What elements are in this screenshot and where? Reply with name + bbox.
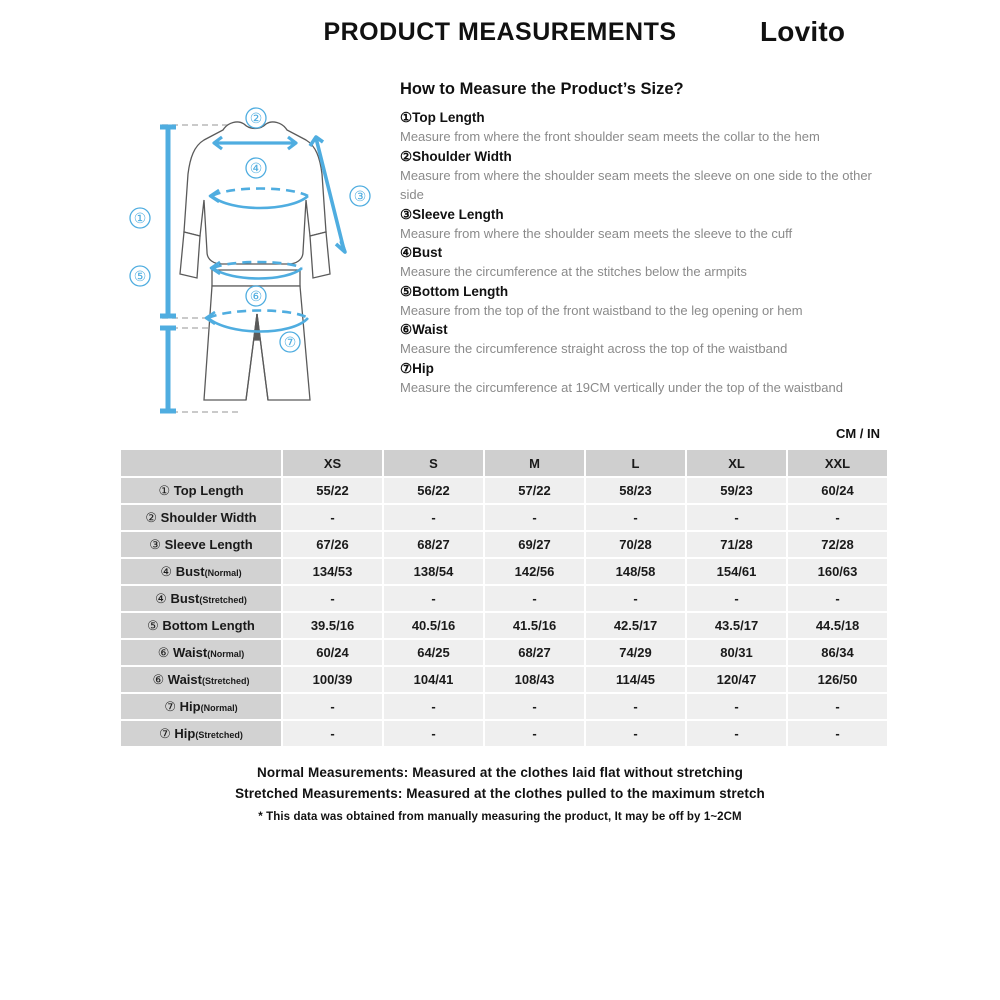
table-cell: 42.5/17: [586, 613, 685, 638]
table-cell: 60/24: [283, 640, 382, 665]
table-row: [121, 586, 887, 611]
table-cell: 56/22: [384, 478, 483, 503]
table-cell: 71/28: [687, 532, 786, 557]
table-cell: 55/22: [283, 478, 382, 503]
table-column-header: XL: [687, 450, 786, 476]
row-callout-number: ③: [149, 536, 165, 552]
row-label-suffix: (Stretched): [199, 594, 247, 605]
garment-measurement-diagram: [120, 100, 390, 430]
row-label: ⑦ Hip(Stretched): [121, 721, 281, 746]
instruction-name: ④Bust: [400, 245, 443, 260]
measurement-instruction: [400, 147, 880, 205]
table-cell: -: [586, 721, 685, 746]
callout-5: ⑤: [133, 268, 147, 284]
table-row: [121, 505, 887, 530]
table-column-header: XXL: [788, 450, 887, 476]
footnote-stretched: Stretched Measurements: Measured at the clothes pulled to the maximum stretch: [235, 786, 765, 801]
row-label-suffix: (Stretched): [195, 729, 243, 740]
footnote-disclaimer: * This data was obtained from manually measuring the product, It may be off by 1~2CM: [258, 811, 742, 823]
table-cell: 114/45: [586, 667, 685, 692]
table-cell: 154/61: [687, 559, 786, 584]
table-cell: 69/27: [485, 532, 584, 557]
table-cell: 68/27: [485, 640, 584, 665]
instruction-desc: Measure the circumference at the stitches below the armpits: [400, 264, 747, 279]
instruction-desc: Measure from where the shoulder seam meets the sleeve on one side to the other side: [400, 167, 872, 202]
measurement-instruction-list: [400, 108, 880, 397]
unit-label: CM / IN: [835, 426, 880, 441]
measurement-instruction: [400, 205, 880, 244]
table-cell: 72/28: [788, 532, 887, 557]
row-callout-number: ④: [160, 563, 176, 579]
table-cell: -: [283, 694, 382, 719]
instruction-name: ③Sleeve Length: [400, 206, 504, 222]
size-chart-table: [119, 448, 889, 748]
table-cell: -: [687, 721, 786, 746]
footnote-normal: Normal Measurements: Measured at the clothes laid flat without stretching: [257, 765, 743, 780]
callout-2: ②: [249, 110, 263, 126]
table-cell: -: [384, 586, 483, 611]
table-row: [121, 559, 887, 584]
callout-6: ⑥: [249, 288, 263, 304]
instruction-name: ①Top Length: [400, 110, 485, 125]
table-cell: -: [283, 721, 382, 746]
row-label-suffix: (Normal): [207, 648, 245, 659]
table-cell: -: [485, 721, 584, 746]
table-row: [121, 694, 887, 719]
callout-7: ⑦: [283, 334, 297, 350]
table-cell: 68/27: [384, 532, 483, 557]
table-cell: -: [485, 694, 584, 719]
table-row: [121, 667, 887, 692]
table-cell: 64/25: [384, 640, 483, 665]
table-cell: 142/56: [485, 559, 584, 584]
how-to-measure-title: How to Measure the Product’s Size?: [400, 80, 684, 98]
table-cell: 108/43: [485, 667, 584, 692]
row-callout-number: ⑥: [152, 671, 168, 687]
table-row: [121, 721, 887, 746]
table-body: [121, 478, 887, 746]
table-cell: 104/41: [384, 667, 483, 692]
table-header: [121, 450, 887, 476]
measurement-instruction: [400, 243, 880, 282]
table-cell: 40.5/16: [384, 613, 483, 638]
table-cell: -: [283, 586, 382, 611]
measurement-instruction: [400, 108, 880, 147]
instruction-name: ②Shoulder Width: [400, 148, 512, 164]
table-cell: 120/47: [687, 667, 786, 692]
table-cell: 41.5/16: [485, 613, 584, 638]
instruction-name: ⑦Hip: [400, 360, 434, 376]
instruction-desc: Measure the circumference straight across the top of the waistband: [400, 341, 788, 356]
callout-1: ①: [133, 210, 147, 226]
table-cell: 43.5/17: [687, 613, 786, 638]
row-callout-number: ④: [155, 590, 171, 606]
how-to-measure-section: [400, 80, 880, 397]
table-cell: 160/63: [788, 559, 887, 584]
table-cell: -: [687, 586, 786, 611]
row-label: ④ Bust(Normal): [121, 559, 281, 584]
table-cell: -: [485, 505, 584, 530]
row-label-suffix: (Normal): [200, 702, 238, 713]
table-cell: -: [384, 721, 483, 746]
table-cell: 86/34: [788, 640, 887, 665]
instruction-name: ⑥Waist: [400, 322, 448, 337]
row-callout-number: ⑤: [147, 617, 163, 633]
table-cell: 74/29: [586, 640, 685, 665]
table-cell: -: [485, 586, 584, 611]
brand-logo: Lovito: [760, 16, 846, 47]
table-cell: 126/50: [788, 667, 887, 692]
row-callout-number: ①: [158, 482, 174, 498]
table-row: [121, 613, 887, 638]
table-cell: -: [788, 721, 887, 746]
table-cell: -: [384, 694, 483, 719]
row-label: ② Shoulder Width: [121, 505, 281, 530]
row-label: ③ Sleeve Length: [121, 532, 281, 557]
table-cell: 138/54: [384, 559, 483, 584]
table-cell: 70/28: [586, 532, 685, 557]
table-cell: -: [384, 505, 483, 530]
table-cell: 67/26: [283, 532, 382, 557]
table-column-header: XS: [283, 450, 382, 476]
row-callout-number: ②: [145, 509, 161, 525]
table-cell: 100/39: [283, 667, 382, 692]
row-callout-number: ⑦: [164, 698, 180, 714]
table-cell: -: [586, 586, 685, 611]
table-cell: 58/23: [586, 478, 685, 503]
row-callout-number: ⑥: [157, 644, 174, 660]
table-cell: 44.5/18: [788, 613, 887, 638]
page-title: PRODUCT MEASUREMENTS: [323, 18, 677, 46]
table-cell: -: [788, 505, 887, 530]
table-cell: 80/31: [687, 640, 786, 665]
table-cell: 59/23: [687, 478, 786, 503]
row-label: ④ Bust(Stretched): [121, 586, 281, 611]
callout-4: ④: [249, 160, 263, 176]
table-cell: -: [788, 694, 887, 719]
table-cell: -: [586, 694, 685, 719]
measurement-instruction: [400, 320, 880, 359]
table-row: [121, 640, 887, 665]
callout-3: ③: [353, 188, 367, 204]
table-row: [121, 478, 887, 503]
row-label: ⑥ Waist(Stretched): [121, 667, 281, 692]
table-column-header: S: [384, 450, 483, 476]
row-callout-number: ⑦: [159, 725, 175, 741]
instruction-desc: Measure the circumference at 19CM vertically under the top of the waistband: [400, 379, 843, 395]
instruction-name: ⑤Bottom Length: [400, 283, 509, 299]
row-label: ⑦ Hip(Normal): [121, 694, 281, 719]
table-cell: 134/53: [283, 559, 382, 584]
table-column-header: L: [586, 450, 685, 476]
table-cell: 39.5/16: [283, 613, 382, 638]
page-header: [0, 18, 1000, 62]
instruction-desc: Measure from where the shoulder seam meets the sleeve to the cuff: [400, 225, 793, 241]
table-column-header: M: [485, 450, 584, 476]
table-cell: -: [687, 505, 786, 530]
table-cell: 57/22: [485, 478, 584, 503]
row-label-suffix: (Stretched): [201, 675, 250, 686]
table-corner-cell: [121, 450, 281, 476]
row-label: ⑤ Bottom Length: [121, 613, 281, 638]
row-label: ① Top Length: [121, 478, 281, 503]
row-label: ⑥ Waist(Normal): [121, 640, 281, 665]
table-cell: 60/24: [788, 478, 887, 503]
instruction-desc: Measure from the top of the front waistband to the leg opening or hem: [400, 302, 803, 318]
table-header-row: [121, 450, 887, 476]
row-label-suffix: (Normal): [204, 567, 242, 578]
table-cell: -: [283, 505, 382, 530]
instruction-desc: Measure from where the front shoulder seam meets the collar to the hem: [400, 129, 820, 144]
measurement-instruction: [400, 282, 880, 321]
table-cell: 148/58: [586, 559, 685, 584]
footnotes: [0, 762, 1000, 823]
table-cell: -: [586, 505, 685, 530]
measurement-instruction: [400, 359, 880, 398]
table-row: [121, 532, 887, 557]
table-cell: -: [788, 586, 887, 611]
table-cell: -: [687, 694, 786, 719]
